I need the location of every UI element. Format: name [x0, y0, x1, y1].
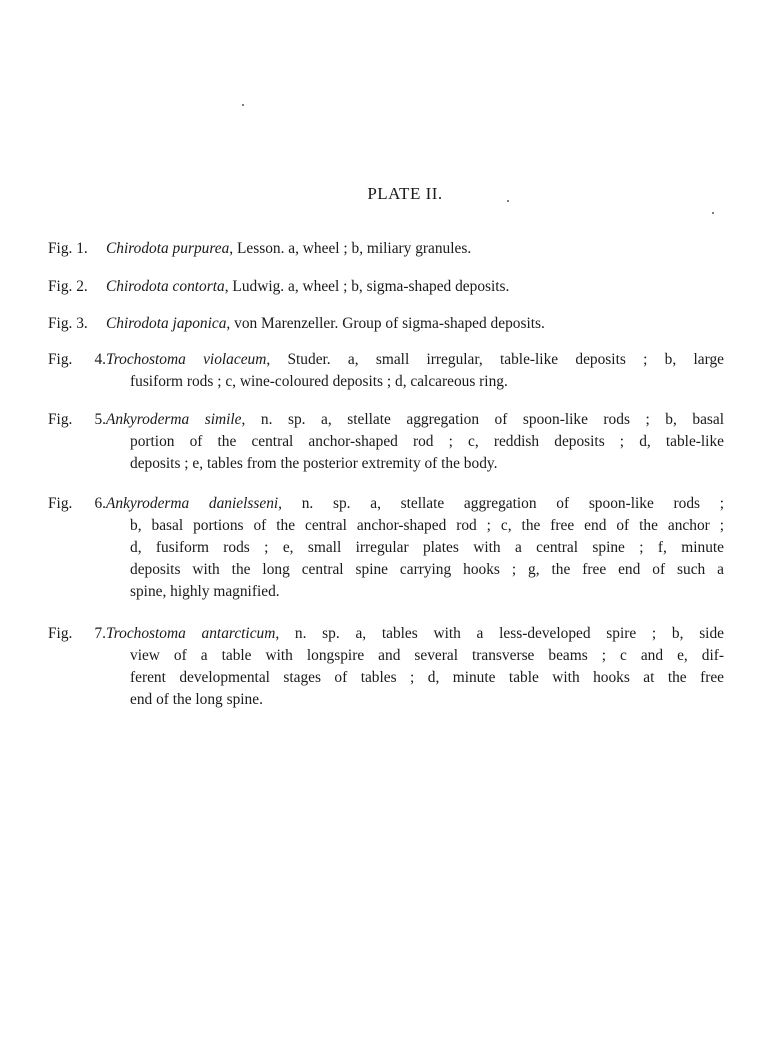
figure-caption-5 [48, 409, 724, 475]
figure-caption-1 [48, 238, 724, 260]
caption-line: deposits with the long central spine carrying hooks ; g, the free end of such a [130, 561, 724, 578]
figure-caption-6 [48, 493, 724, 603]
figure-caption-3 [48, 313, 724, 335]
figure-caption-2 [48, 276, 724, 298]
species-name: Chirodota contorta [106, 278, 225, 295]
caption-line: end of the long spine. [130, 691, 263, 708]
species-name: Trochostoma antarcticum [106, 625, 276, 642]
caption-line: Fig. 5.Ankyroderma simile, n. sp. a, stellate aggregation of spoon-like rods ; b, basal [48, 409, 724, 431]
scan-speck [712, 212, 714, 214]
figure-number: Fig. 7. [48, 625, 106, 642]
caption-line: Fig. 1. Chirodota purpurea, Lesson. a, wheel ; b, miliary granules. [48, 238, 724, 260]
caption-line: Fig. 2. Chirodota contorta, Ludwig. a, wheel ; b, sigma-shaped deposits. [48, 276, 724, 298]
caption-line: spine, highly magnified. [130, 583, 280, 600]
caption-line: deposits ; e, tables from the posterior extremity of the body. [130, 455, 498, 472]
caption-line: d, fusiform rods ; e, small irregular plates with a central spine ; f, minute [130, 539, 724, 556]
caption-line: view of a table with longspire and several transverse beams ; c and e, dif- [130, 647, 724, 664]
caption-line: Fig. 3. Chirodota japonica, von Marenzeller. Group of sigma-shaped deposits. [48, 313, 724, 335]
caption-line: Fig. 4.Trochostoma violaceum, Studer. a, small irregular, table-like deposits ; b, large [48, 349, 724, 371]
caption-line: b, basal portions of the central anchor-shaped rod ; c, the free end of the anchor ; [130, 517, 724, 534]
caption-line: Fig. 6.Ankyroderma danielsseni, n. sp. a, stellate aggregation of spoon-like rods ; [48, 493, 724, 515]
figure-number: Fig. 6. [48, 495, 106, 512]
caption-line: portion of the central anchor-shaped rod ; c, reddish deposits ; d, table-like [130, 433, 724, 450]
figure-number: Fig. 4. [48, 351, 106, 368]
figure-number: Fig. 3. [48, 315, 88, 332]
species-name: Chirodota purpurea [106, 240, 230, 257]
species-name: Chirodota japonica [106, 315, 227, 332]
figure-caption-4 [48, 349, 724, 393]
plate-title: PLATE II. [367, 184, 443, 203]
caption-line: fusiform rods ; c, wine-coloured deposits ; d, calcareous ring. [130, 373, 508, 390]
figure-caption-7 [48, 623, 724, 711]
species-name: Ankyroderma danielsseni [106, 495, 279, 512]
figure-number: Fig. 2. [48, 278, 88, 295]
scan-speck [242, 104, 244, 106]
caption-line: ferent developmental stages of tables ; d, minute table with hooks at the free [130, 669, 724, 686]
figure-number: Fig. 1. [48, 240, 88, 257]
species-name: Trochostoma violaceum [106, 351, 267, 368]
figure-number: Fig. 5. [48, 411, 106, 428]
caption-line: Fig. 7.Trochostoma antarcticum, n. sp. a, tables with a less-developed spire ; b, side [48, 623, 724, 645]
species-name: Ankyroderma simile [106, 411, 242, 428]
